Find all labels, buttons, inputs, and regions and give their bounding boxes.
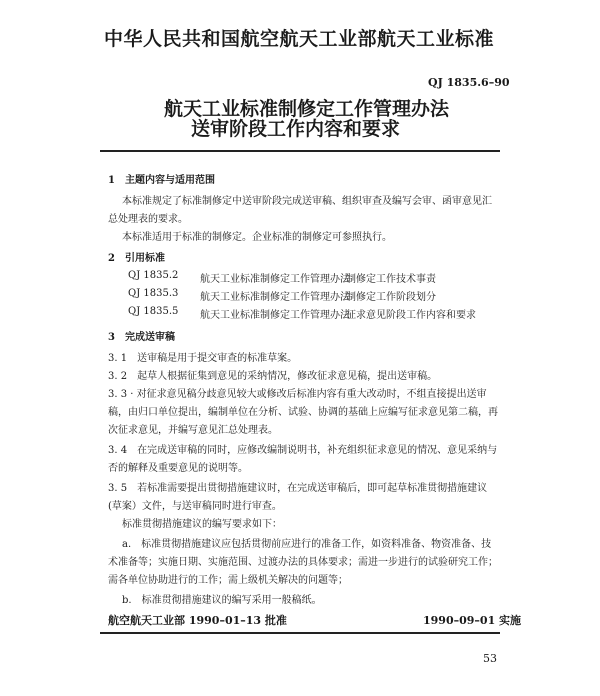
- item-b: b. 标准贯彻措施建议的编写采用一般稿纸。: [122, 595, 322, 606]
- document-title-line-2: 送审阶段工作内容和要求: [191, 118, 401, 140]
- clause-3-3-line-2: 稿，由归口单位提出，编制单位在分析、试验、协调的基础上应编写征求意见第二稿，再: [108, 407, 498, 418]
- reference-subtitle: 制修定工作阶段划分: [346, 292, 436, 303]
- clause-3-3-line-3: 次征求意见，并编写意见汇总处理表。: [108, 425, 278, 436]
- reference-code: QJ 1835.3: [128, 288, 179, 299]
- clause-3-4-line-1: 3. 4 在完成送审稿的同时，应修改编制说明书，补充组织征求意见的情况、意见采纳与: [108, 445, 498, 456]
- reference-title: 航天工业标准制修定工作管理办法: [200, 274, 350, 285]
- section-1-heading: 1 主题内容与适用范围: [108, 175, 215, 186]
- clause-3-5-line-1: 3. 5 若标准需要提出贯彻措施建议时，在完成送审稿后，即可起草标准贯彻措施建议: [108, 483, 488, 494]
- reference-title: 航天工业标准制修定工作管理办法: [200, 292, 350, 303]
- reference-subtitle: 制修定工作技术事责: [346, 274, 436, 285]
- clause-3-2: 3. 2 起草人根据征集到意见的采纳情况，修改征求意见稿，提出送审稿。: [108, 371, 438, 382]
- clause-3-4-line-2: 否的解释及重要意见的说明等。: [108, 463, 248, 474]
- section-1-paragraph-1-line-2: 总处理表的要求。: [108, 214, 188, 225]
- reference-code: QJ 1835.2: [128, 270, 179, 281]
- item-a-line-3: 需各单位协助进行的工作；需上级机关解决的问题等；: [108, 575, 348, 586]
- approval-statement: 航空航天工业部 1990–01–13 批准: [108, 614, 287, 627]
- clause-3-5-line-2: (草案）文件，与送审稿同时进行审查。: [108, 501, 282, 512]
- reference-subtitle: 征求意见阶段工作内容和要求: [346, 310, 476, 321]
- section-1-paragraph-2: 本标准适用于标准的制修定。企业标准的制修定可参照执行。: [122, 232, 392, 243]
- clause-3-1: 3. 1 送审稿是用于提交审查的标准草案。: [108, 353, 298, 364]
- issuing-authority-header: 中华人民共和国航空航天工业部航天工业标准: [104, 28, 495, 50]
- document-title-line-1: 航天工业标准制修定工作管理办法: [164, 98, 450, 120]
- footer-divider: [100, 632, 500, 634]
- clause-3-3-line-1: 3. 3 · 对征求意见稿分歧意见较大或修改后标准内容有重大改动时，不组直接提出送审: [108, 389, 487, 400]
- item-a-line-1: a. 标准贯彻措施建议应包括贯彻前应进行的准备工作，如资料准备、物资准备、技: [122, 539, 492, 550]
- section-2-heading: 2 引用标准: [108, 253, 165, 264]
- standard-code: QJ 1835.6–90: [428, 76, 510, 89]
- reference-code: QJ 1835.5: [128, 306, 179, 317]
- implementation-date: 1990–09–01 实施: [423, 614, 522, 627]
- section-3-heading: 3 完成送审稿: [108, 332, 175, 343]
- item-a-line-2: 术准备等；实施日期、实施范围、过渡办法的具体要求；需进一步进行的试验研究工作；: [108, 557, 498, 568]
- clause-3-5-line-3: 标准贯彻措施建议的编写要求如下：: [122, 519, 282, 530]
- reference-title: 航天工业标准制修定工作管理办法: [200, 310, 350, 321]
- section-1-paragraph-1-line-1: 本标准规定了标准制修定中送审阶段完成送审稿、组织审查及编写会审、函审意见汇: [122, 196, 492, 207]
- top-divider: [100, 150, 500, 152]
- page-number: 53: [483, 652, 497, 665]
